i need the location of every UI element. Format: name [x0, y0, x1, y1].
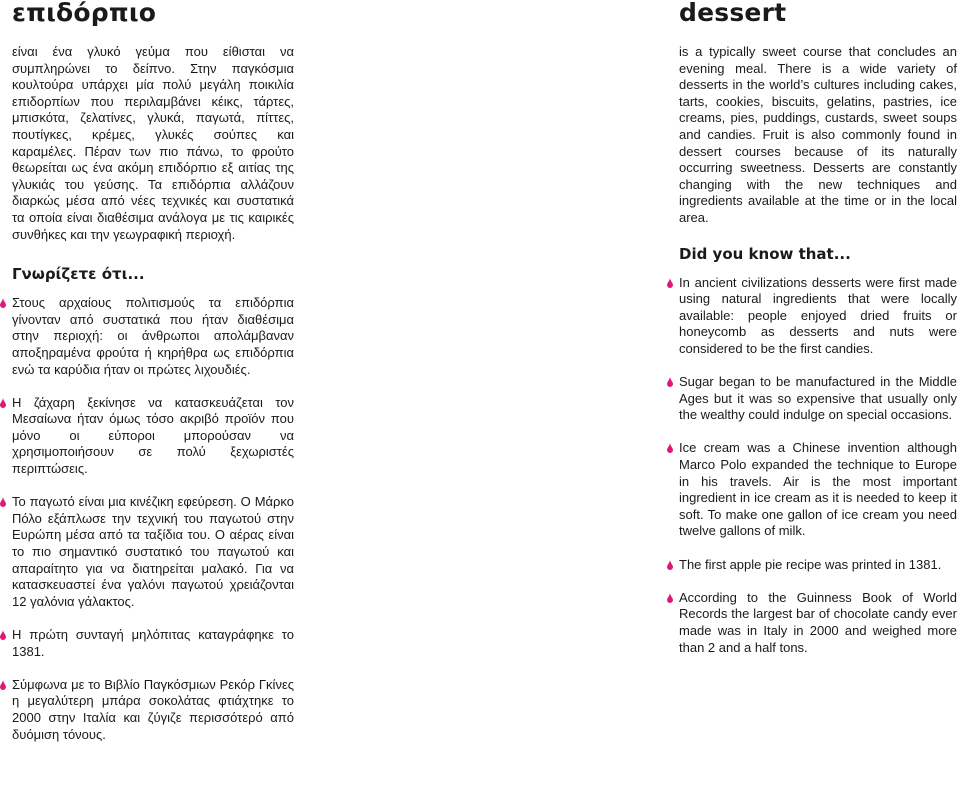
english-subtitle: Did you know that...: [679, 244, 851, 263]
greek-subtitle: Γνωρίζετε ότι...: [12, 265, 145, 284]
drop-icon: [667, 443, 673, 453]
greek-fact-item: [12, 295, 294, 378]
english-fact-item: [679, 557, 957, 574]
drop-icon: [667, 377, 673, 387]
greek-fact-text: Η πρώτη συνταγή μηλόπιτας καταγράφηκε το 1381.: [12, 627, 294, 659]
english-column: [679, 0, 960, 673]
english-fact-text: In ancient civilizations desserts were first made using natural ingredients that were locally available: people enjoyed dried fruits or honeycomb as desserts and nuts were considered to be the first candies.: [679, 274, 957, 356]
drop-icon: [0, 497, 6, 507]
greek-fact-item: [12, 494, 294, 610]
greek-fact-text: Η ζάχαρη ξεκίνησε να κατασκευάζεται τον Μεσαίωνα ήταν όμως τόσο ακριβό προϊόν που μόνο οι εύποροι μπορούσαν να χρησιμοποιήσουν σε πολύ ξεχωριστές περιπτώσεις.: [12, 394, 294, 477]
english-fact-text: The first apple pie recipe was printed in 1381.: [679, 556, 942, 572]
greek-fact-item: [12, 627, 294, 660]
drop-icon: [0, 398, 6, 408]
english-fact-text: According to the Guinness Book of World Records the largest bar of chocolate candy ever made was in Italy in 2000 and weighed more than 2 and a half tons.: [679, 589, 957, 655]
greek-intro: είναι ένα γλυκό γεύμα που είθισται να συμπληρώνει το δείπνο. Στην παγκόσμια κουλτούρα υπάρχει μία πολύ μεγάλη ποικιλία επιδορπίων που περιλαμβάνει κέικς, τάρτες, μπισκότα, ζελατίνες, γλυκά, παγωτά, πίττες, πουτίγκες, κρέμες, γλυκές σούπες και καραμέλες. Πέραν των πιο πάνω, το φρούτο θεωρείται ως ένα ακόμη επιδόρπιο εξ αιτίας της γλυκιάς του γεύσης. Τα επιδόρπια αλλάζουν διαρκώς μέσα από νέες τεχνικές και συστατικά τα οποία είναι διαθέσιμα ανάλογα με τις καιρικές συνθήκες και την γεωγραφική περιοχή.: [12, 44, 294, 242]
greek-fact-text: Σύμφωνα με το Βιβλίο Παγκόσμιων Ρεκόρ Γκίνες η μεγαλύτερη μπάρα σοκολάτας φτιάχτηκε το 2000 στην Ιταλία και ζύγιζε περισσότερό από δυόμιση τόνους.: [12, 676, 294, 742]
drop-icon: [0, 680, 6, 690]
english-title: dessert: [679, 0, 787, 27]
drop-icon: [667, 278, 673, 288]
english-intro: is a typically sweet course that concludes an evening meal. There is a wide variety of desserts in the world’s cultures including cakes, tarts, cookies, biscuits, gelatins, pastries, ice creams, pies, puddings, custards, sweet soups and candies. Fruit is also commonly found in dessert courses because of its naturally occurring sweetness. Desserts are constantly changing with the new techniques and ingredients available at the time or in the local area.: [679, 44, 957, 225]
english-fact-text: Sugar began to be manufactured in the Middle Ages but it was so expensive that usually only the wealthy could indulge on special occasions.: [679, 374, 957, 423]
greek-column: [12, 0, 294, 760]
drop-icon: [0, 630, 6, 640]
drop-icon: [0, 298, 6, 308]
greek-fact-text: Το παγωτό είναι μια κινέζικη εφεύρεση. Ο Μάρκο Πόλο εξάπλωσε την τεχνική του παγωτού στην Ευρώπη μέσα από τα ταξίδια του. Ο αέρας είναι το πιο σημαντικό συστατικό του παγωτού και απαραίτητο για να διατηρείται μαλακό. Για να κατασκευαστεί ένα γαλόνι παγωτού χρειάζονται 12 γαλόνια γάλακτος.: [12, 494, 294, 609]
english-facts-list: [679, 275, 960, 657]
greek-fact-text: Στους αρχαίους πολιτισμούς τα επιδόρπια γίνονταν από συστατικά που ήταν διαθέσιμα στην περιοχή: οι άνθρωποι απολάμβαναν αποξηραμένα φρούτα ή κηρήθρα ως επιδόρπια ενώ τα καρύδια ήταν οι πρώτες λιχουδιές.: [12, 295, 294, 377]
english-fact-item: [679, 275, 957, 358]
english-fact-item: [679, 590, 957, 656]
greek-fact-item: [12, 677, 294, 743]
english-fact-text: Ice cream was a Chinese invention although Marco Polo expanded the technique to Europe in his travels. Air is the most important ingredient in ice cream as it is needed to keep it soft. To make one gallon of ice cream you need twelve gallons of milk.: [679, 440, 957, 539]
greek-facts-list: [12, 295, 294, 743]
english-fact-item: [679, 440, 957, 540]
greek-title: επιδόρπιο: [12, 0, 157, 27]
english-fact-item: [679, 374, 957, 424]
drop-icon: [667, 560, 673, 570]
drop-icon: [667, 593, 673, 603]
greek-fact-item: [12, 395, 294, 478]
